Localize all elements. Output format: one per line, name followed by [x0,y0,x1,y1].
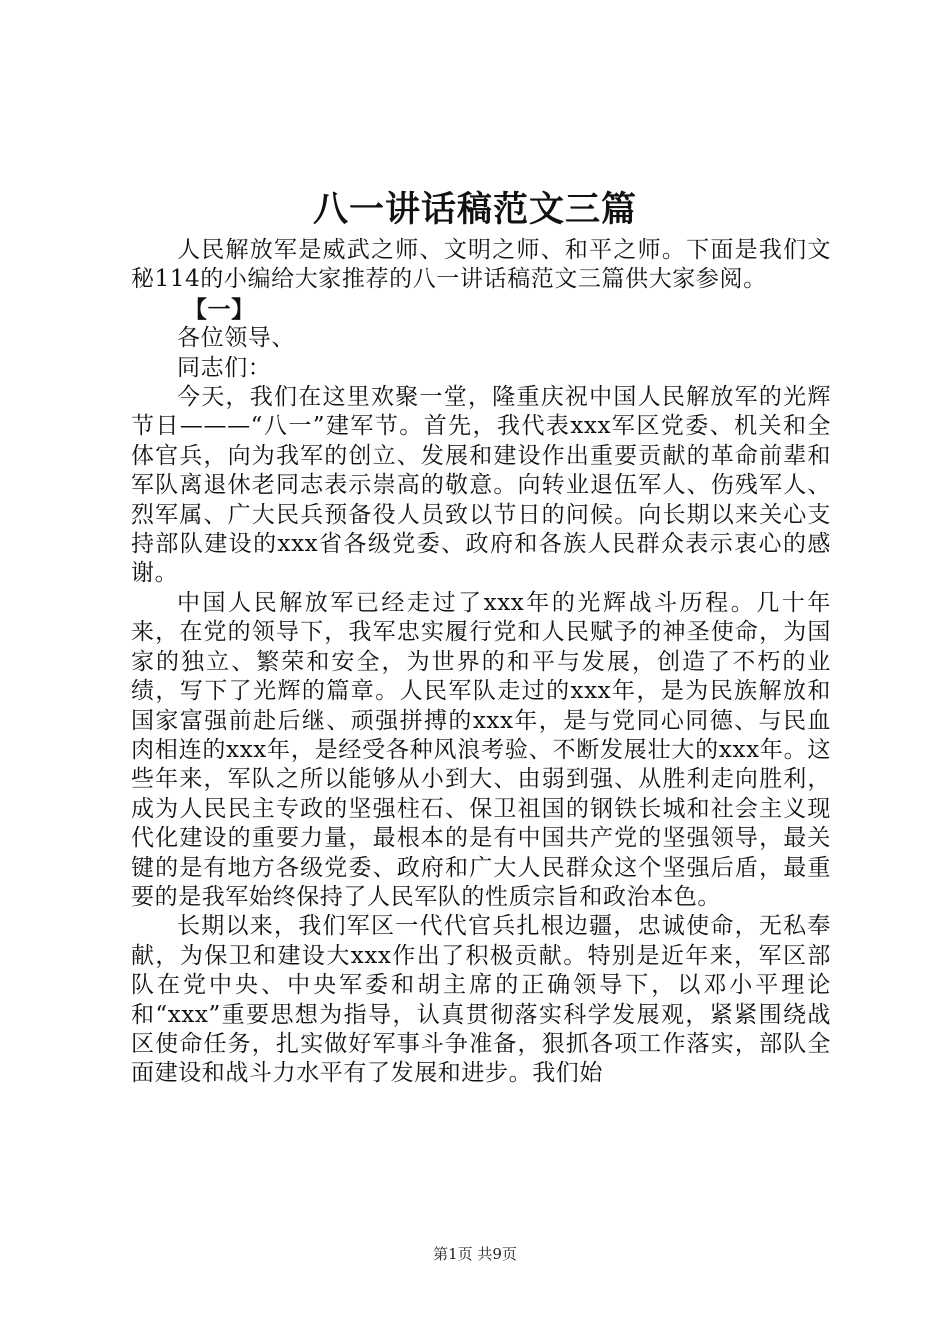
document-title: 八一讲话稿范文三篇 [312,189,637,230]
page-number-footer: 第1页 共9页 [433,1245,517,1263]
body-paragraph: 中国人民解放军已经走过了xxx年的光辉战斗历程。几十年来，在党的领导下，我军忠实履行党和人民赋予的神圣使命，为国家的独立、繁荣和安全，为世界的和平与发展，创造了不朽的业绩，写下了光辉的篇章。人民军队走过的xxx年，是为民族解放和国家富强前赴后继、顽强拼搏的xxx年，是与党同心同德、与民血肉相连的xxx年，是经受各种风浪考验、不断发展壮大的xxx年。这些年来，军队之所以能够从小到大、由弱到强、从胜利走向胜利，成为人民民主专政的坚强柱石、保卫祖国的钢铁长城和社会主义现代化建设的重要力量，最根本的是有中国共产党的坚强领导，最关键的是有地方各级党委、政府和广大人民群众这个坚强后盾，最重要的是我军始终保持了人民军队的性质宗旨和政治本色。 [131,589,831,910]
body-paragraph: 今天，我们在这里欢聚一堂，隆重庆祝中国人民解放军的光辉节日———“八一”建军节。首先，我代表xxx军区党委、机关和全体官兵，向为我军的创立、发展和建设作出重要贡献的革命前辈和军队离退休老同志表示崇高的敬意。向转业退伍军人、伤残军人、烈军属、广大民兵预备役人员致以节日的问候。向长期以来关心支持部队建设的xxx省各级党委、政府和各族人民群众表示衷心的感谢。 [131,384,831,587]
intro-paragraph: 人民解放军是威武之师、文明之师、和平之师。下面是我们文秘114的小编给大家推荐的八一讲话稿范文三篇供大家参阅。 [131,237,831,293]
section-heading: 【一】 [183,295,255,323]
salutation-line: 各位领导、 [177,325,295,352]
body-paragraph: 长期以来，我们军区一代代官兵扎根边疆，忠诚使命，无私奉献，为保卫和建设大xxx作出了积极贡献。特别是近年来，军区部队在党中央、中央军委和胡主席的正确领导下，以邓小平理论和“xxx”重要思想为指导，认真贯彻落实科学发展观，紧紧围绕战区使命任务，扎实做好军事斗争准备，狠抓各项工作落实，部队全面建设和战斗力水平有了发展和进步。我们始 [131,913,831,1087]
salutation-line: 同志们： [177,354,272,381]
document-body [131,236,831,1089]
